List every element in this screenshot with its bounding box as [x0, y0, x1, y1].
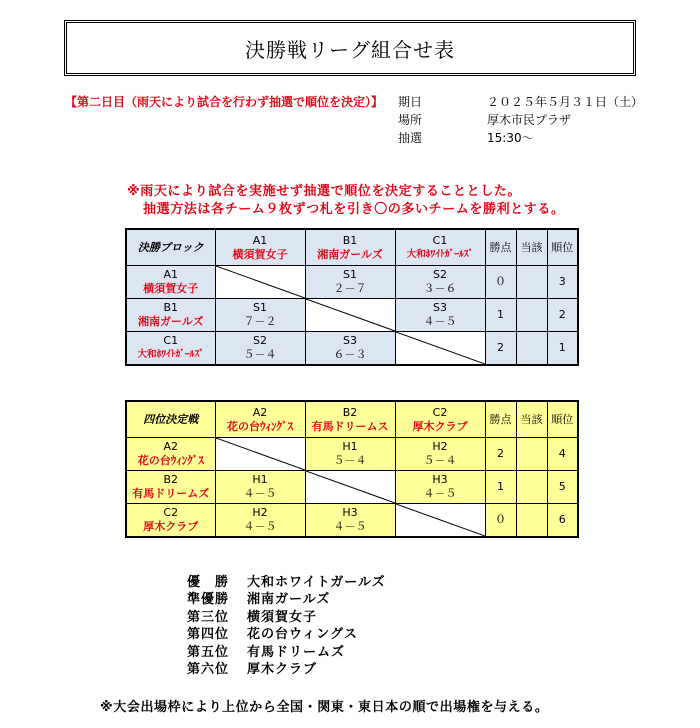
info-row-venue	[398, 111, 571, 128]
table-row	[126, 332, 578, 366]
lottery-method-notice: 抽選方法は各チーム９枚ずつ札を引き〇の多いチームを勝利とする。	[143, 202, 565, 217]
standing-row	[187, 609, 386, 626]
match-code: H3	[432, 473, 448, 486]
points-cell: ０	[485, 504, 516, 538]
match-code: S2	[433, 268, 447, 281]
table-row	[126, 266, 578, 299]
result-cell	[215, 504, 305, 538]
table-row	[126, 438, 578, 471]
tiebreak-header: 当該	[516, 229, 547, 266]
result-cell	[215, 332, 305, 366]
row-team	[126, 266, 215, 299]
points-header: 勝点	[485, 401, 516, 438]
match-score: ４－５	[243, 520, 277, 533]
diagonal-line	[216, 438, 305, 470]
standing-row	[187, 644, 386, 661]
points-cell: 1	[485, 471, 516, 504]
tiebreak-cell	[516, 266, 547, 299]
table-row	[126, 504, 578, 538]
match-code: S3	[433, 301, 447, 314]
team-code: B1	[163, 301, 179, 314]
tiebreak-cell	[516, 332, 547, 366]
team-name: 有馬ドリームズ	[132, 487, 210, 500]
result-cell	[305, 504, 395, 538]
diagonal-line	[306, 471, 395, 503]
team-name: 花の台ｳｨﾝｸﾞｽ	[227, 419, 293, 433]
result-cell	[305, 332, 395, 366]
row-team	[126, 332, 215, 366]
final-block-table	[125, 228, 579, 366]
team-code: C1	[163, 334, 179, 347]
standing-row	[187, 626, 386, 643]
info-label: 場所	[398, 113, 423, 127]
team-header	[395, 401, 485, 438]
result-cell	[215, 299, 305, 332]
tiebreak-cell	[516, 438, 547, 471]
row-team	[126, 299, 215, 332]
match-code: S1	[343, 268, 357, 281]
points-cell: 1	[485, 299, 516, 332]
standing-place: 準優勝	[187, 592, 230, 608]
standing-team: 花の台ウィングス	[247, 627, 358, 643]
match-score: ４－５	[333, 520, 367, 533]
rank-cell: 6	[547, 504, 578, 538]
match-score: ７－２	[243, 315, 277, 328]
match-score: ２－７	[333, 282, 367, 295]
table-row	[126, 471, 578, 504]
team-header	[215, 401, 305, 438]
points-cell: 2	[485, 332, 516, 366]
team-name: 厚木クラブ	[412, 419, 468, 433]
standing-place: 優 勝	[187, 575, 230, 590]
match-score: ４－５	[243, 487, 277, 500]
rain-notice: ※雨天により試合を実施せず抽選で順位を決定することとした。	[127, 184, 522, 199]
match-code: H3	[342, 506, 358, 519]
footnote: ※大会出場枠により上位から全国・関東・東日本の順で出場権を与える。	[100, 700, 549, 715]
self-match-cell	[215, 266, 305, 299]
info-label: 抽選	[398, 131, 423, 145]
standing-row	[187, 661, 386, 678]
info-row-lottery	[398, 129, 534, 146]
tiebreak-cell	[516, 299, 547, 332]
team-code: B2	[163, 473, 179, 486]
points-cell: 2	[485, 438, 516, 471]
team-name: 大和ﾎﾜｲﾄｶﾞｰﾙｽﾞ	[406, 248, 474, 260]
match-score: ６－３	[333, 348, 367, 361]
rank-header: 順位	[547, 401, 578, 438]
team-name: 横須賀女子	[232, 247, 288, 261]
result-cell	[395, 266, 485, 299]
match-score: ５－４	[423, 454, 457, 467]
standing-place: 第三位	[187, 609, 230, 625]
result-cell	[305, 438, 395, 471]
self-match-cell	[395, 504, 485, 538]
team-name: 湘南ガールズ	[138, 315, 204, 328]
team-name: 大和ﾎﾜｲﾄｶﾞｰﾙｽﾞ	[137, 349, 204, 360]
diagonal-line	[306, 299, 395, 331]
self-match-cell	[215, 438, 305, 471]
team-name: 花の台ｳｨﾝｸﾞｽ	[137, 454, 204, 467]
match-code: S3	[343, 334, 357, 347]
standing-place: 第四位	[187, 627, 230, 643]
rank-cell: 2	[547, 299, 578, 332]
points-header: 勝点	[485, 229, 516, 266]
team-name: 有馬ドリームス	[311, 419, 389, 433]
team-name: 厚木クラブ	[143, 520, 199, 533]
team-header	[215, 229, 305, 266]
header-row	[126, 401, 578, 438]
team-name: 横須賀女子	[143, 282, 199, 295]
header-row	[126, 229, 578, 266]
match-score: ３－６	[423, 282, 457, 295]
standing-team: 有馬ドリームズ	[247, 644, 346, 660]
team-code: A1	[163, 268, 179, 281]
diagonal-line	[216, 266, 305, 298]
standing-place: 第六位	[187, 661, 230, 677]
tiebreak-cell	[516, 504, 547, 538]
result-cell	[215, 471, 305, 504]
info-label: 期日	[398, 95, 423, 109]
self-match-cell	[305, 471, 395, 504]
points-cell: ０	[485, 266, 516, 299]
team-header	[305, 229, 395, 266]
team-name: 湘南ガールズ	[317, 247, 383, 261]
match-score: ５－４	[333, 454, 367, 467]
row-team	[126, 471, 215, 504]
block-label: 決勝ブロック	[126, 229, 215, 266]
match-score: ４－５	[423, 487, 457, 500]
diagonal-line	[396, 504, 485, 536]
info-value: ２０２５年５月３１日（土）	[487, 95, 644, 109]
result-cell	[305, 266, 395, 299]
info-value: 厚木市民プラザ	[487, 113, 572, 127]
team-code: B2	[342, 405, 358, 419]
self-match-cell	[305, 299, 395, 332]
info-value: 15:30～	[487, 131, 534, 145]
info-row-date	[398, 93, 643, 110]
diagonal-line	[396, 332, 485, 364]
match-code: H1	[252, 473, 268, 486]
rank-cell: 4	[547, 438, 578, 471]
standing-row	[187, 574, 386, 591]
team-code: A1	[252, 233, 268, 247]
tiebreak-header: 当該	[516, 401, 547, 438]
tiebreak-cell	[516, 471, 547, 504]
match-code: H1	[342, 440, 358, 453]
standing-place: 第五位	[187, 644, 230, 660]
match-score: ４－５	[423, 315, 457, 328]
standing-team: 厚木クラブ	[247, 661, 318, 677]
result-cell	[395, 471, 485, 504]
match-code: S2	[253, 334, 267, 347]
standing-row	[187, 591, 386, 608]
match-code: H2	[252, 506, 268, 519]
result-cell	[395, 438, 485, 471]
standing-team: 大和ホワイトガールズ	[247, 575, 386, 590]
match-code: H2	[432, 440, 448, 453]
team-code: A2	[252, 405, 268, 419]
team-code: A2	[163, 440, 179, 453]
table-row	[126, 299, 578, 332]
team-code: C2	[163, 506, 179, 519]
team-header	[305, 401, 395, 438]
rank-cell: 1	[547, 332, 578, 366]
team-header	[395, 229, 485, 266]
row-team	[126, 438, 215, 471]
team-code: B1	[342, 233, 358, 247]
result-cell	[395, 299, 485, 332]
team-code: C2	[432, 405, 448, 419]
rank-cell: 3	[547, 266, 578, 299]
page-title: 決勝戦リーグ組合せ表	[64, 20, 636, 76]
self-match-cell	[395, 332, 485, 366]
rank-header: 順位	[547, 229, 578, 266]
block-label: 四位決定戦	[126, 401, 215, 438]
team-code: C1	[432, 233, 448, 247]
fourth-place-table	[125, 400, 579, 538]
match-score: ５－４	[243, 348, 277, 361]
day-note: 【第二日目（雨天により試合を行わず抽選で順位を決定）】	[65, 95, 384, 109]
final-standings	[187, 574, 386, 678]
rank-cell: 5	[547, 471, 578, 504]
standing-team: 湘南ガールズ	[247, 592, 331, 608]
match-code: S1	[253, 301, 267, 314]
standing-team: 横須賀女子	[247, 609, 318, 625]
row-team	[126, 504, 215, 538]
